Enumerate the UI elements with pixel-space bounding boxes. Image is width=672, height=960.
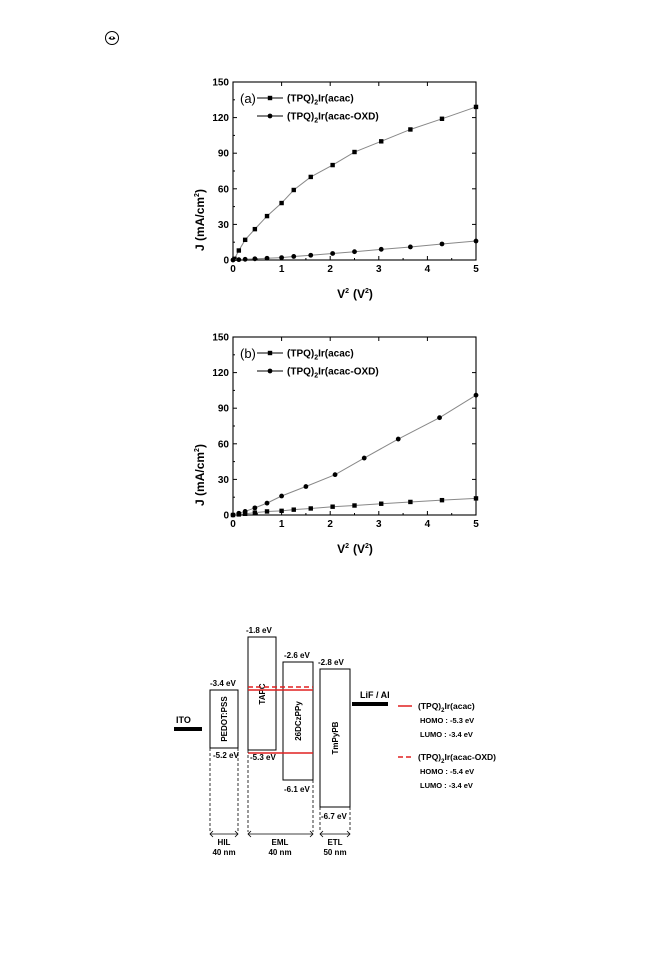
- y-axis-label: [193, 444, 207, 506]
- data-point-s1: [379, 502, 383, 506]
- x-axis-label-sup: 2: [345, 543, 350, 550]
- data-point-s1: [408, 500, 412, 504]
- data-point-s2: [252, 505, 257, 510]
- data-point-s2: [330, 251, 335, 256]
- data-point-s2: [440, 242, 445, 247]
- x-tick-label: 0: [230, 519, 236, 530]
- y-tick-label: 150: [212, 77, 229, 89]
- x-tick-label: 4: [424, 519, 431, 530]
- data-point-s1: [379, 139, 383, 143]
- data-point-s1: [440, 117, 444, 121]
- tapc-homo-label: -5.3 eV: [250, 753, 276, 762]
- x-axis-label-unit: (V: [353, 287, 366, 301]
- data-point-s2: [291, 254, 296, 259]
- legend-marker-1: [268, 351, 272, 355]
- y-axis-label-close: ): [193, 444, 207, 449]
- x-axis-label-main: V: [337, 287, 346, 301]
- data-point-s2: [279, 255, 284, 260]
- region-hil-name: HIL: [217, 838, 231, 847]
- y-tick-label: 30: [217, 219, 229, 231]
- legend-oxd-name-sub: 2: [441, 759, 445, 765]
- legend-oxd-name-post: Ir(acac-OXD): [444, 752, 496, 762]
- x-tick-label: 4: [424, 264, 431, 275]
- legend-acac-homo: HOMO : -5.3 eV: [420, 716, 475, 725]
- y-axis-label: [193, 189, 207, 251]
- panel-label: (b): [240, 346, 256, 361]
- tmpypb-homo-label: -6.7 eV: [321, 812, 347, 821]
- x-tick-label: 2: [327, 264, 333, 275]
- czppy-layer-name: 26DCzPPy: [294, 701, 303, 741]
- legend-marker-2: [268, 369, 273, 374]
- y-tick-label: 120: [212, 113, 229, 125]
- legend-acac-name: [418, 701, 475, 714]
- data-point-s2: [474, 393, 479, 398]
- data-point-s1: [253, 510, 257, 514]
- legend-oxd-name: [418, 752, 496, 765]
- data-point-s2: [265, 501, 270, 506]
- data-point-s1: [440, 498, 444, 502]
- data-point-s2: [231, 513, 236, 518]
- data-point-s2: [308, 253, 313, 258]
- data-point-s2: [408, 245, 413, 250]
- y-axis-label-sup: 2: [194, 193, 201, 197]
- x-tick-label: 2: [327, 519, 333, 530]
- data-point-s1: [265, 214, 269, 218]
- data-point-s1: [265, 509, 269, 513]
- data-point-s2: [236, 511, 241, 516]
- data-point-s1: [408, 127, 412, 131]
- tmpypb-layer-name: TmPyPB: [331, 721, 340, 755]
- data-point-s1: [309, 175, 313, 179]
- data-point-s1: [330, 504, 334, 508]
- x-axis-label-main: V: [337, 542, 346, 556]
- data-point-s1: [309, 506, 313, 510]
- x-tick-label: 1: [278, 519, 285, 530]
- data-point-s1: [352, 150, 356, 154]
- legend-acac-name-pre: (TPQ): [418, 701, 442, 711]
- data-point-s1: [279, 509, 283, 513]
- plot-data: [231, 105, 479, 263]
- data-point-s2: [243, 509, 248, 514]
- data-point-s1: [352, 503, 356, 507]
- y-axis-label-close: ): [193, 189, 207, 194]
- x-tick-label: 5: [473, 264, 479, 275]
- data-point-s2: [437, 415, 442, 420]
- svg-text:J (mA/cm2): [193, 189, 207, 251]
- y-axis-label-sup: 2: [194, 448, 201, 452]
- y-tick-label: 150: [212, 332, 229, 344]
- y-axis-label-main: J (mA/cm: [193, 451, 207, 506]
- jv-plot-a: [0, 70, 672, 310]
- data-point-s2: [362, 456, 367, 461]
- plot-axes: [212, 78, 479, 276]
- czppy-lumo-label: -2.6 eV: [284, 651, 310, 660]
- x-axis-label-unit-close: ): [368, 542, 373, 556]
- region-hil-thickness: 40 nm: [212, 848, 236, 857]
- energy-level-diagram: [170, 620, 510, 870]
- x-tick-label: 3: [376, 264, 382, 275]
- legend-oxd-lumo: LUMO : -3.4 eV: [420, 781, 473, 790]
- y-tick-label: 0: [223, 255, 229, 267]
- data-point-s2: [279, 494, 284, 499]
- x-axis-label-unit: (V: [353, 542, 366, 556]
- ito-label: ITO: [176, 715, 191, 725]
- plot-data: [231, 393, 479, 518]
- region-eml-name: EML: [271, 838, 289, 847]
- svg-text:J (mA/cm2): [193, 444, 207, 506]
- legend-acac-name-post: Ir(acac): [444, 701, 475, 711]
- data-point-s2: [379, 247, 384, 252]
- x-axis-label-unit-sup: 2: [365, 543, 369, 550]
- data-point-s2: [352, 249, 357, 254]
- data-point-s2: [333, 472, 338, 477]
- y-tick-label: 60: [217, 439, 229, 451]
- journal-logo-icon: [104, 30, 120, 46]
- x-tick-label: 0: [230, 264, 236, 275]
- data-point-s1: [237, 248, 241, 252]
- x-tick-label: 1: [278, 264, 285, 275]
- data-point-s2: [474, 239, 479, 244]
- y-tick-label: 90: [217, 403, 229, 415]
- data-point-s2: [265, 256, 270, 261]
- data-point-s2: [243, 257, 248, 262]
- data-point-s1: [279, 201, 283, 205]
- data-point-s2: [236, 257, 241, 262]
- y-tick-label: 60: [217, 184, 229, 196]
- x-axis-label-unit-close: ): [368, 287, 373, 301]
- tmpypb-lumo-label: -2.8 eV: [318, 658, 344, 667]
- legend-oxd-name-pre: (TPQ): [418, 752, 442, 762]
- y-tick-label: 0: [223, 510, 229, 522]
- data-point-s1: [474, 105, 478, 109]
- legend-marker-2: [268, 114, 273, 119]
- x-tick-label: 5: [473, 519, 479, 530]
- x-axis-label: [337, 287, 373, 301]
- jv-plot-b: [0, 325, 672, 565]
- panel-label: (a): [240, 91, 256, 106]
- pedot-lumo-label: -3.4 eV: [210, 679, 236, 688]
- y-tick-label: 90: [217, 148, 229, 160]
- series-line-2: [233, 395, 476, 515]
- cathode-label: LiF / Al: [360, 690, 390, 700]
- tapc-layer-name: TAPC: [258, 683, 267, 705]
- y-tick-label: 120: [212, 368, 229, 380]
- legend-acac-lumo: LUMO : -3.4 eV: [420, 730, 473, 739]
- czppy-homo-label: -6.1 eV: [284, 785, 310, 794]
- data-point-s1: [330, 163, 334, 167]
- series-line-1: [234, 107, 476, 259]
- legend-label-2: $(TPQ)_2Ir(acac-OXD)$: [287, 366, 379, 380]
- plot-frame: [233, 337, 476, 515]
- x-axis-label: [337, 542, 373, 556]
- data-point-s2: [252, 256, 257, 261]
- legend-acac-name-sub: 2: [441, 708, 445, 714]
- plot-frame: [233, 82, 476, 260]
- data-point-s1: [253, 227, 257, 231]
- data-point-s2: [396, 437, 401, 442]
- x-axis-label-unit-sup: 2: [365, 288, 369, 295]
- data-point-s1: [474, 496, 478, 500]
- x-tick-label: 3: [376, 519, 382, 530]
- legend-label-1: $(TPQ)_2Ir(acac)$: [287, 93, 354, 107]
- region-eml-thickness: 40 nm: [268, 848, 292, 857]
- x-axis-label-sup: 2: [345, 288, 350, 295]
- legend-label-2: $(TPQ)_2Ir(acac-OXD)$: [287, 111, 379, 125]
- y-axis-label-main: J (mA/cm: [193, 196, 207, 251]
- region-etl-thickness: 50 nm: [323, 848, 347, 857]
- pedot-homo-label: -5.2 eV: [213, 751, 239, 760]
- legend: [257, 349, 379, 380]
- legend-label-1: $(TPQ)_2Ir(acac)$: [287, 348, 354, 362]
- data-point-s1: [292, 507, 296, 511]
- legend-oxd-homo: HOMO : -5.4 eV: [420, 767, 475, 776]
- region-brackets: [210, 831, 350, 837]
- pedot-layer-name: PEDOT:PSS: [220, 696, 229, 742]
- data-point-s1: [292, 188, 296, 192]
- data-point-s2: [231, 258, 236, 263]
- data-point-s1: [243, 238, 247, 242]
- y-tick-label: 30: [217, 474, 229, 486]
- tapc-lumo-label: -1.8 eV: [246, 626, 272, 635]
- legend-marker-1: [268, 96, 272, 100]
- region-etl-name: ETL: [327, 838, 343, 847]
- legend: [257, 94, 379, 125]
- data-point-s2: [304, 484, 309, 489]
